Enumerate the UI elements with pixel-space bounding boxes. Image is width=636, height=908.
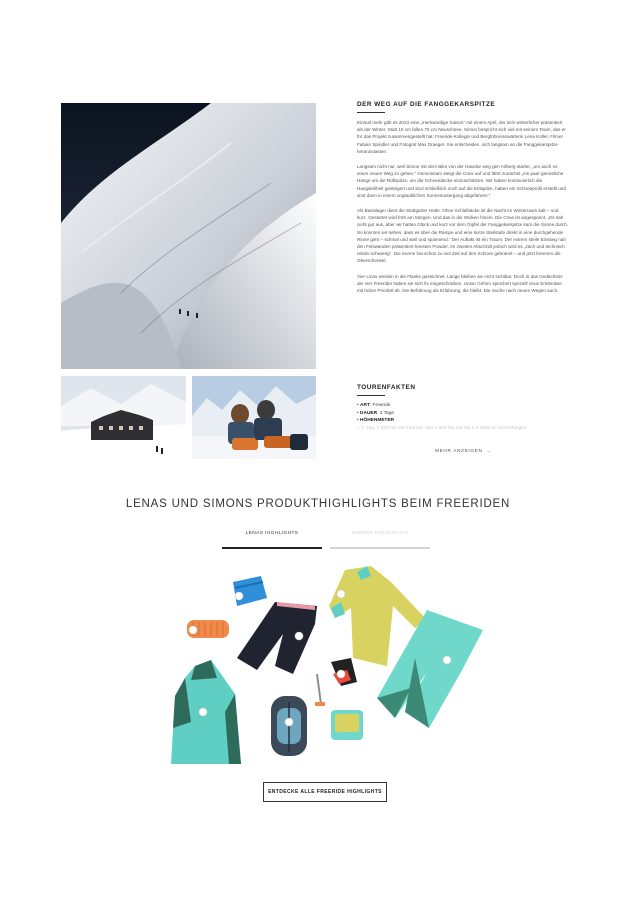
article-heading: DER WEG AUF DIE FANGGEKARSPITZE [357,101,496,108]
tab-lenas-highlights[interactable]: LENAS HIGHLIGHTS [245,531,299,536]
headband-product[interactable] [187,620,229,638]
article-paragraph: Einmal mehr gibt es 2023 eine „merkwürdige Saison“ mit einem April, der sich winterlicher präsentiert als der Winter. Statt 10 cm fallen 75 cm Neuschnee. Simon bespricht sich viel mit seinem Team, das er für das Projekt zusammengestellt hat: Freeride-Kollegin und Bergführeranwärterin Lena Koller, Filmer Fabian Spindler und Fotograf Max Draeger. Sie entscheiden, sich langsam an die Fanggekarspitze heranzutasten. [357,120,566,154]
skiers-resting-photo [192,376,316,459]
heading-rule [357,112,385,113]
base-layer-pants-product[interactable] [237,602,317,674]
article-paragraph: Langsam nicht nur, weil Simon mit dem Bike von der Haustür weg gen Arlberg startet, „um auch so einen neuen Weg zu gehen.“ Gemeinsam steigt die Crew auf und fährt zunächst „ein paar gemütliche Hänge um die Rüfispitze, um die Schneedecke einzuschätzen. Wir haben kontinuierlich die Hangsteilheit gesteigert und sind schließlich noch auf die Erlispitze, haben ein Schneeprofil erstellt und sind dann in einem unglaublichen Sonnenuntergang abgefahren.“ [357,164,566,198]
show-more-label: MEHR ANZEIGEN [435,449,483,454]
backpack-product[interactable] [271,696,307,756]
article-paragraph: Vier Linos werden in die Flanke gezeichnet. Länge bleiben sie nicht sichtbar. Doch in das Gedächtnis der vier Freerider haben sie sich fix eingeschrieben. Unser Gehirn speichert speziell neue Erlebnisse mit hoher Priorität ab. Die Befahrung als Erfahrung, die bleibt. Die Suche nach neuen Wegen auch. [357,273,563,294]
tab-inactive-indicator [330,547,430,549]
gloves-product[interactable] [331,658,357,686]
mountain-ridge-photo [61,103,316,369]
tour-facts [357,384,569,432]
article-paragraph: Als Basislager dient die Stuttgarter Hütte. Ohne Schlafsäcke ist die Nacht im Winterraum kalt – und kurz. Gestartet wird früh am Morgen. Und das in die Wolken hinein. Die Crew ist angespannt. „Es sah nicht gut aus, aber wir hatten Glück und kurz vor dem Gipfel der Fanggekarspitze kam die Sonne durch. So konnten wir sehen, dass es über die Rampe und eine kurze Steilstufe direkt in eine durchgehende Rinne geht – schmal und steil und spannend.“ Der Auftakt ist ein Traum. Der extrem steile Einstieg nah den Felswänden präsentiert feinsten Powder. Im zweiten Abschnitt jedoch wird es „zäch und technisch relativ schwierig“. Die Sonne hat schon zu viel Zeit auf den Schnee gebrannt – und jetzt brennen die Oberschenkel. [357,208,569,264]
fact-item: • DAUER: 2 Tage [357,410,395,416]
mountain-hut-photo [61,376,186,459]
show-more-button[interactable] [435,449,491,454]
product-flatlay [165,562,495,774]
avalanche-probe-product[interactable] [315,674,325,706]
chevron-down-icon: ⌄ [486,449,492,454]
fact-item-faded: – 1. Tag: 1.200 hm mit Fahrrad, den 1.900 hm mit Ski 1.3 2000 m Verbindungen [357,425,527,431]
t-shirt-product[interactable] [331,710,363,740]
facts-heading: TOURENFAKTEN [357,384,416,391]
tab-active-indicator [222,547,322,549]
tab-simons-highlights[interactable]: SIMONS HIGHLIGHTS [351,531,409,536]
shell-jacket-product[interactable] [171,660,241,764]
facts-rule [357,395,385,396]
fact-item: • HÖHENMETER [357,418,395,423]
discover-freeride-highlights-button[interactable]: ENTDECKE ALLE FREERIDE HIGHLIGHTS [263,782,387,802]
neck-tube-product[interactable] [233,576,267,606]
highlights-title: LENAS UND SIMONS PRODUKTHIGHLIGHTS BEIM FREERIDEN [125,498,511,510]
article-column [357,101,569,302]
ski-pants-product[interactable] [377,610,483,728]
fact-item: • ART: Freeride [357,403,391,408]
